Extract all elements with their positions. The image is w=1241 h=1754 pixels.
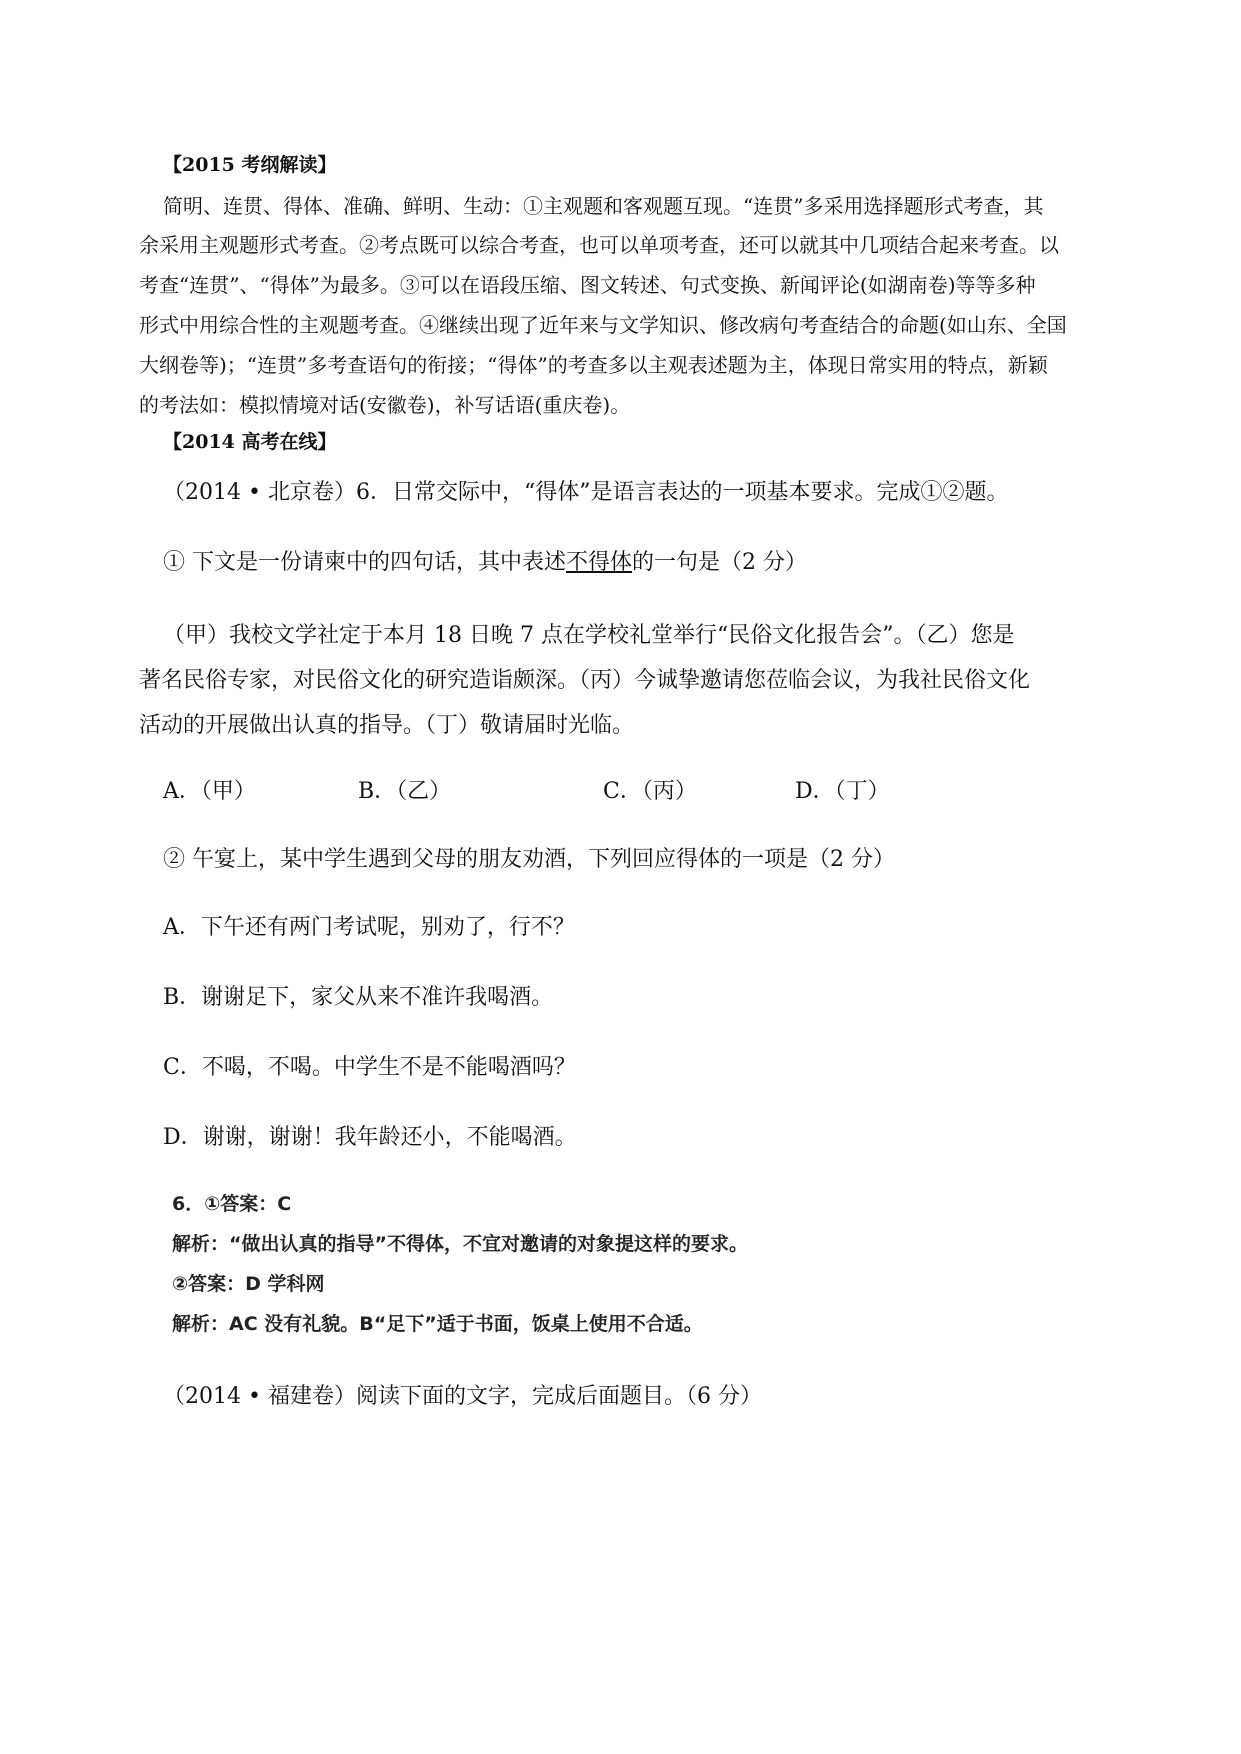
section-2015-heading: 【2015 考纲解读】 [163, 154, 337, 176]
option-b: B．谢谢足下，家父从来不准许我喝酒。 [163, 985, 554, 1010]
body-line: 的考法如：模拟情境对话(安徽卷)，补写话语(重庆卷)。 [139, 393, 631, 417]
stem-prefix: ① 下文是一份请柬中的四句话，其中表述 [163, 550, 566, 575]
option-b: B．（乙） [358, 779, 452, 804]
stem-suffix: 的一句是（2 分） [632, 550, 808, 575]
body-line: 余采用主观题形式考查。②考点既可以综合考查，也可以单项考查，还可以就其中几项结合起来考查。以 [139, 233, 1059, 257]
body-line: 简明、连贯、得体、准确、鲜明、生动：①主观题和客观题互现。“连贯”多采用选择题形式考查，其 [163, 194, 1044, 218]
question-6-part1-stem [163, 545, 807, 576]
option-a: A．（甲） [163, 779, 256, 804]
underlined-phrase: 不得体 [566, 550, 633, 575]
body-line: 考查“连贯”、“得体”为最多。③可以在语段压缩、图文转述、句式变换、新闻评论(如湖南卷)等等多种 [139, 273, 1036, 297]
question-6-intro: （2014 • 北京卷）6．日常交际中，“得体”是语言表达的一项基本要求。完成①②题。 [163, 480, 1009, 505]
passage-line: 著名民俗专家，对民俗文化的研究造诣颇深。（丙）今诚挚邀请您莅临会议，为我社民俗文化 [139, 668, 1031, 693]
next-question-intro: （2014 • 福建卷）阅读下面的文字，完成后面题目。（6 分） [163, 1384, 762, 1409]
option-d: D．谢谢，谢谢！我年龄还小，不能喝酒。 [163, 1125, 577, 1150]
answer-line: ②答案：D 学科网 [172, 1273, 325, 1295]
answer-line: 6．①答案：C [172, 1193, 292, 1215]
body-line: 形式中用综合性的主观题考查。④继续出现了近年来与文学知识、修改病句考查结合的命题(如山东、全国 [139, 313, 1067, 337]
answer-line: 解析：“做出认真的指导”不得体，不宜对邀请的对象提这样的要求。 [172, 1233, 748, 1255]
option-d: D．（丁） [795, 779, 890, 804]
option-c: C．不喝，不喝。中学生不是不能喝酒吗？ [163, 1055, 576, 1080]
passage-line: （甲）我校文学社定于本月 18 日晚 7 点在学校礼堂举行“民俗文化报告会”。（乙）您是 [163, 623, 1015, 648]
passage-line: 活动的开展做出认真的指导。（丁）敬请届时光临。 [139, 713, 635, 738]
answer-line: 解析：AC 没有礼貌。B“足下”适于书面，饭桌上使用不合适。 [172, 1313, 703, 1335]
section-2014-heading: 【2014 高考在线】 [163, 431, 337, 453]
option-c: C．（丙） [603, 779, 697, 804]
option-a: A．下午还有两门考试呢，别劝了，行不？ [163, 915, 575, 940]
question-6-part2-stem: ② 午宴上，某中学生遇到父母的朋友劝酒，下列回应得体的一项是（2 分） [163, 847, 895, 872]
body-line: 大纲卷等)；“连贯”多考查语句的衔接；“得体”的考查多以主观表述题为主，体现日常实用的特点，新颖 [139, 353, 1048, 377]
